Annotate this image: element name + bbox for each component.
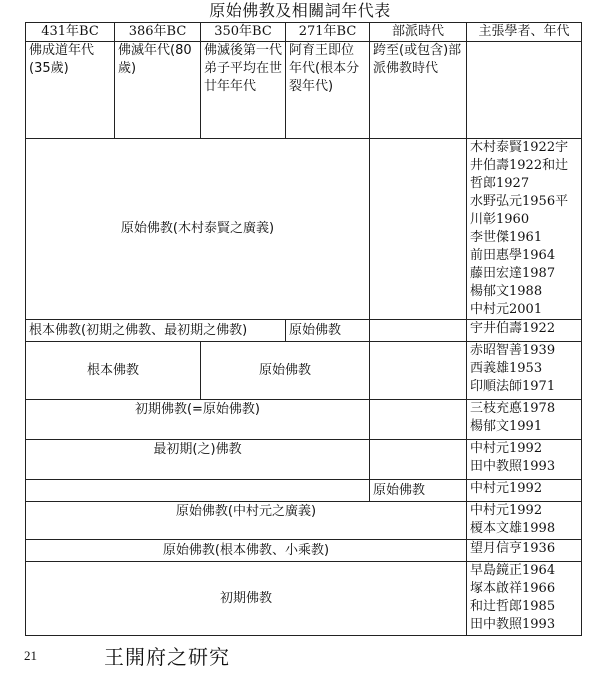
scholar-name: 塚本啟祥1966 — [470, 581, 556, 596]
scholar-name: 早島鏡正1964 — [470, 563, 556, 578]
header-386bc: 386年BC — [115, 23, 201, 42]
event-ashoka: 阿育王即位年代(根本分裂年代) — [286, 42, 370, 139]
header-sectarian-era: 部派時代 — [370, 23, 467, 42]
scholars-cell — [467, 540, 582, 562]
event-empty — [467, 42, 582, 139]
scholar-name: 李世傑1961 — [470, 230, 543, 245]
table-row — [26, 139, 582, 320]
table-row — [26, 342, 582, 400]
term-cell: 原始佛教(木村泰賢之廣義) — [26, 139, 370, 320]
scholars-cell — [467, 440, 582, 480]
empty-cell — [370, 440, 467, 480]
scholar-name: 木村泰賢1922宇井伯壽1922和辻哲郎1927 — [470, 140, 569, 191]
table-row — [26, 562, 582, 636]
scholar-name: 楊郁文1988 — [470, 284, 543, 299]
scholar-name: 和辻哲郎1985 — [470, 599, 556, 614]
scholar-name: 中村元2001 — [470, 302, 543, 317]
page-number: 21 — [24, 648, 37, 663]
event-enlightenment: 佛成道年代(35歲) — [26, 42, 115, 139]
term-cell: 原始佛教(根本佛教、小乘教) — [26, 540, 467, 562]
scholar-name: 三枝充悳1978 — [470, 401, 556, 416]
header-271bc: 271年BC — [286, 23, 370, 42]
table-row — [26, 320, 582, 342]
table-row — [26, 502, 582, 540]
table-title: 原始佛教及相關詞年代表 — [209, 1, 391, 20]
header-431bc: 431年BC — [26, 23, 115, 42]
term-cell: 原始佛教(中村元之廣義) — [26, 502, 467, 540]
scholar-name: 田中教照1993 — [470, 617, 556, 632]
header-scholars: 主張學者、年代 — [467, 23, 582, 42]
scholar-name: 田中教照1993 — [470, 459, 556, 474]
scholar-name: 宇井伯壽1922 — [470, 321, 556, 336]
scholar-name: 前田惠學1964 — [470, 248, 556, 263]
scholars-cell — [467, 320, 582, 342]
scholar-name: 中村元1992 — [470, 503, 543, 518]
scholar-name: 水野弘元1956平川彰1960 — [470, 194, 569, 227]
scholar-name: 望月信亨1936 — [470, 541, 556, 556]
term-cell: 根本佛教 — [26, 342, 201, 400]
scholars-cell — [467, 400, 582, 440]
scholars-cell — [467, 342, 582, 400]
term-cell: 最初期(之)佛教 — [26, 440, 370, 480]
scholar-name: 印順法師1971 — [470, 379, 556, 394]
term-cell-2: 原始佛教 — [286, 320, 370, 342]
scholar-name: 中村元1992 — [470, 441, 543, 456]
scholars-cell — [467, 502, 582, 540]
scholar-name: 赤昭智善1939 — [470, 343, 556, 358]
table-row — [26, 480, 582, 502]
event-sectarian: 跨至(或包含)部派佛教時代 — [370, 42, 467, 139]
header-row — [26, 23, 582, 42]
empty-cell — [370, 139, 467, 320]
chronology-table — [25, 22, 582, 636]
event-parinirvana: 佛滅年代(80歲) — [115, 42, 201, 139]
empty-cell — [370, 400, 467, 440]
scholar-name: 藤田宏達1987 — [470, 266, 556, 281]
scholars-cell — [467, 562, 582, 636]
term-cell-2: 原始佛教 — [201, 342, 370, 400]
term-cell: 根本佛教(初期之佛教、最初期之佛教) — [26, 320, 286, 342]
events-row — [26, 42, 582, 139]
section-title: 王開府之研究 — [104, 645, 230, 669]
empty-cell — [26, 480, 370, 502]
header-350bc: 350年BC — [201, 23, 286, 42]
scholar-name: 西義雄1953 — [470, 361, 543, 376]
table-row — [26, 440, 582, 480]
empty-cell — [370, 342, 467, 400]
event-first-disciples: 佛滅後第一代弟子平均在世廿年年代 — [201, 42, 286, 139]
term-cell: 初期佛教 — [26, 562, 467, 636]
scholars-cell — [467, 480, 582, 502]
table-row — [26, 540, 582, 562]
scholar-name: 榎本文雄1998 — [470, 521, 556, 536]
term-cell: 初期佛教(=原始佛教) — [26, 400, 370, 440]
scholar-name: 楊郁文1991 — [470, 419, 543, 434]
empty-cell — [370, 320, 467, 342]
scholars-cell — [467, 139, 582, 320]
term-cell: 原始佛教 — [370, 480, 467, 502]
scholar-name: 中村元1992 — [470, 481, 543, 496]
table-row — [26, 400, 582, 440]
